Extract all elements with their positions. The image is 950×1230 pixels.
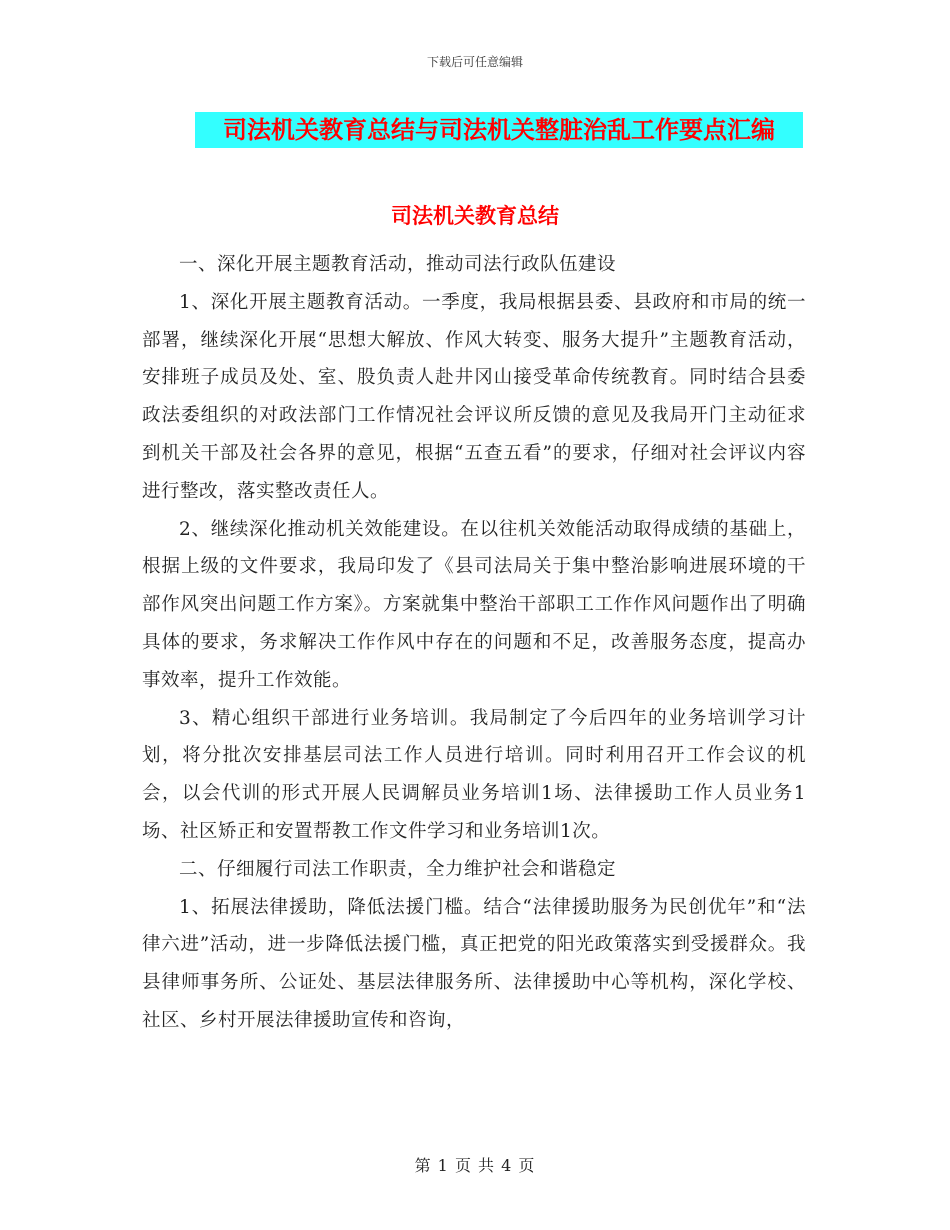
paragraph-1-3: 3、精心组织干部进行业务培训。我局制定了今后四年的业务培训学习计划，将分批次安排基层司法工作人员进行培训。同时利用召开工作会议的机会，以会代训的形式开展人民调解员业务培训1场、法律援助工作人员业务1场、社区矫正和安置帮教工作文件学习和业务培训1次。 xyxy=(142,707,806,842)
paragraph-1-1: 1、深化开展主题教育活动。一季度，我局根据县委、县政府和市局的统一部署，继续深化开展“思想大解放、作风大转变、服务大提升”主题教育活动，安排班子成员及处、室、股负责人赴井冈山接受革命传统教育。同时结合县委政法委组织的对政法部门工作情况社会评议所反馈的意见及我局开门主动征求到机关干部及社会各界的意见，根据“五查五看”的要求，仔细对社会评议内容进行整改，落实整改责任人。 xyxy=(142,291,806,502)
paragraph-1-2: 2、继续深化推动机关效能建设。在以往机关效能活动取得成绩的基础上，根据上级的文件要求，我局印发了《县司法局关于集中整治影响进展环境的干部作风突出问题工作方案》。方案就集中整治干部职工工作作风问题作出了明确具体的要求，务求解决工作作风中存在的问题和不足，改善服务态度，提高办事效率，提升工作效能。 xyxy=(142,518,806,691)
document-body xyxy=(142,246,806,1040)
section-title: 司法机关教育总结 xyxy=(391,203,559,228)
document-title: 司法机关教育总结与司法机关整脏治乱工作要点汇编 xyxy=(195,112,803,148)
page-footer: 第 1 页 共 4 页 xyxy=(414,1156,536,1175)
header-note: 下载后可任意编辑 xyxy=(426,55,523,69)
paragraph-heading-2: 二、仔细履行司法工作职责，全力维护社会和谐稳定 xyxy=(179,858,617,880)
paragraph-heading-1: 一、深化开展主题教育活动，推动司法行政队伍建设 xyxy=(179,254,617,275)
paragraph-2-1: 1、拓展法律援助，降低法援门槛。结合“法律援助服务为民创优年”和“法律六进”活动，进一步降低法援门槛，真正把党的阳光政策落实到受援群众。我县律师事务所、公证处、基层法律服务所、法律援助中心等机构，深化学校、社区、乡村开展法律援助宣传和咨询， xyxy=(142,896,806,1031)
